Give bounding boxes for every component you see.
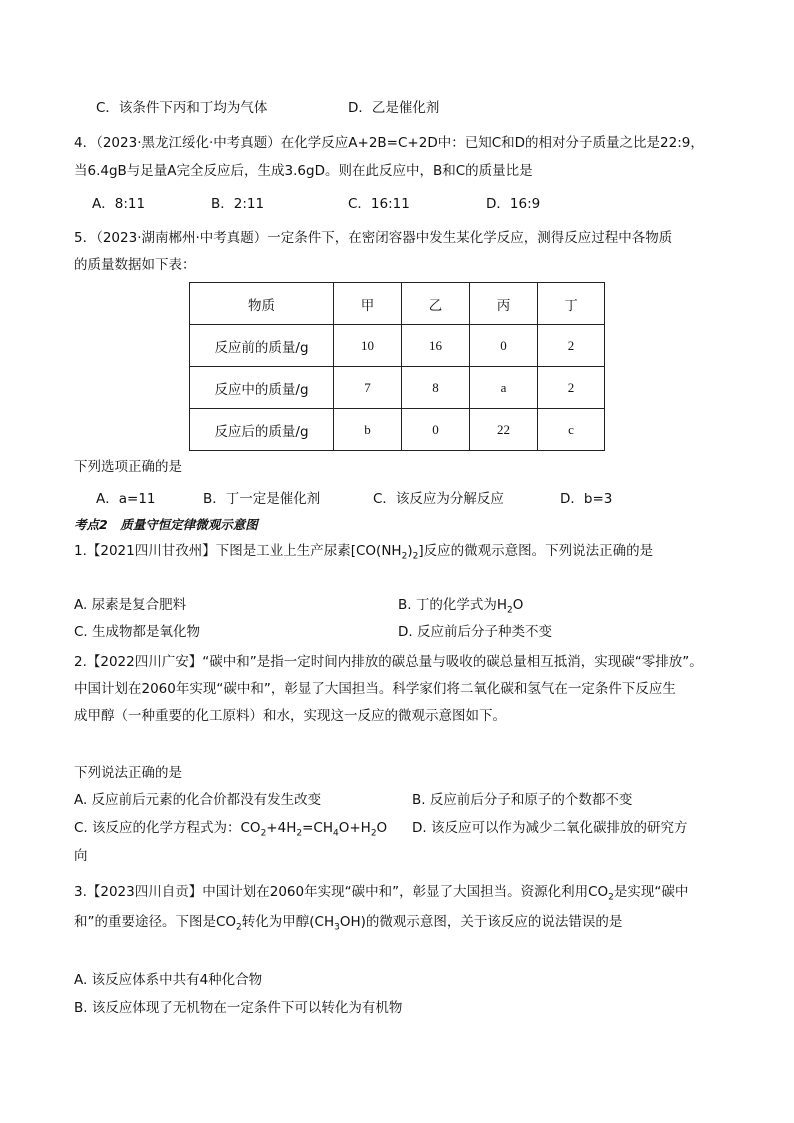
table-header-cell: 丙 [470, 283, 538, 325]
p1-stem [74, 541, 653, 567]
p3-stem-line2-c: OH)的微观示意图，关于该反应的说法错误的是 [339, 914, 623, 930]
q4-option-a: A．8:11 [92, 196, 146, 212]
table-cell: 8 [402, 367, 470, 409]
table-header-cell: 甲 [334, 283, 402, 325]
table-cell: 7 [334, 367, 402, 409]
p1-option-c: C. 生成物都是氧化物 [74, 624, 201, 640]
table-row [190, 325, 605, 367]
p1-stem-a: 1.【2021四川甘孜州】下图是工业上生产尿素[CO(NH [74, 543, 402, 559]
q4-stem-line2: 当6.4gB与足量A完全反应后，生成3.6gD。则在此反应中，B和C的质量比是 [74, 163, 533, 179]
p2-stem-line1: 2.【2022四川广安】“碳中和”是指一定时间内排放的碳总量与吸收的碳总量相互抵消，实现碳“零排放”。 [74, 654, 703, 670]
table-header-cell: 丁 [538, 283, 605, 325]
p2-option-d-continued: 向 [74, 848, 88, 864]
q5-stem-line1: 5．（2023·湖南郴州·中考真题）一定条件下，在密闭容器中发生某化学反应，测得反应过程中各物质 [74, 230, 673, 246]
p2-stem-line2: 中国计划在2060年实现“碳中和”，彰显了大国担当。科学家们将二氧化碳和氢气在一定条件下反应生 [74, 681, 676, 697]
p2-option-a: A. 反应前后元素的化合价都没有发生改变 [74, 792, 322, 808]
p3-stem-line2-sub2: 3 [334, 922, 340, 933]
table-cell: 2 [538, 325, 605, 367]
p1-stem-b: ) [407, 543, 413, 559]
p2-option-c-s1: 2 [260, 828, 267, 839]
p3-stem-line2-b: 转化为甲醇(CH [241, 914, 335, 930]
q5-stem-line2: 的质量数据如下表： [74, 257, 196, 273]
section-title: 考点2 质量守恒定律微观示意图 [74, 517, 258, 532]
q4-option-d: D．16:9 [486, 196, 541, 212]
table-row [190, 409, 605, 451]
table-cell: 反应前的质量/g [190, 325, 334, 367]
p3-stem-line2 [74, 912, 622, 938]
q5-option-b: B．丁一定是催化剂 [203, 491, 321, 507]
p1-option-b-b: O [512, 597, 524, 613]
p1-option-d: D. 反应前后分子种类不变 [398, 624, 552, 640]
q4-stem-line1: 4．（2023·黑龙江绥化·中考真题）在化学反应A+2B=C+2D中：已知C和D的相对分子质量之比是22:9， [74, 135, 704, 151]
p1-option-b [398, 595, 523, 621]
p3-stem-line2-sub: 2 [236, 922, 242, 933]
q3-option-d: D．乙是催化剂 [348, 100, 440, 116]
p2-stem-line3: 成甲醇（一种重要的化工原料）和水，实现这一反应的微观示意图如下。 [74, 708, 506, 724]
table-header-row [190, 283, 605, 325]
p2-option-c-b: +4H [266, 820, 297, 836]
p3-stem-sub: 2 [608, 892, 614, 903]
p1-option-b-sub: 2 [507, 605, 513, 616]
table-cell: 反应中的质量/g [190, 367, 334, 409]
table-cell: 2 [538, 367, 605, 409]
table-cell: 0 [470, 325, 538, 367]
table-cell: 10 [334, 325, 402, 367]
table-cell: 0 [402, 409, 470, 451]
table-cell: b [334, 409, 402, 451]
q3-option-c: C．该条件下丙和丁均为气体 [96, 100, 268, 116]
p2-option-c-e: O [376, 820, 388, 836]
table-cell: 22 [470, 409, 538, 451]
p3-option-a: A. 该反应体系中共有4种化合物 [74, 972, 263, 988]
p2-option-c-d: O+H [338, 820, 371, 836]
p3-stem-line1 [74, 882, 688, 908]
p2-option-c [74, 818, 387, 844]
table-cell: 反应后的质量/g [190, 409, 334, 451]
table-cell: a [470, 367, 538, 409]
p2-option-c-s3: 4 [332, 828, 339, 839]
p2-option-c-a: C. 该反应的化学方程式为：CO [74, 820, 261, 836]
table-header-cell: 物质 [190, 283, 334, 325]
q5-option-a: A．a=11 [96, 491, 156, 507]
p3-stem-line2-a: 和”的重要途径。下图是CO [74, 914, 237, 930]
p2-option-c-s2: 2 [296, 828, 303, 839]
q4-option-b: B．2:11 [211, 196, 265, 212]
p2-prompt: 下列说法正确的是 [74, 765, 182, 781]
p3-stem-a: 3.【2023四川自贡】中国计划在2060年实现“碳中和”，彰显了大国担当。资源化利用CO [74, 884, 609, 900]
table-cell: c [538, 409, 605, 451]
p2-option-b: B. 反应前后分子和原子的个数都不变 [412, 792, 633, 808]
p1-stem-c: ]反应的微观示意图。下列说法正确的是 [418, 543, 654, 559]
q5-option-c: C．该反应为分解反应 [373, 491, 504, 507]
mass-data-table [189, 282, 605, 451]
p2-option-c-s4: 2 [370, 828, 377, 839]
p2-option-c-c: =CH [302, 820, 333, 836]
q5-option-d: D．b=3 [560, 491, 613, 507]
table-cell: 16 [402, 325, 470, 367]
p1-stem-sub1: 2 [401, 551, 408, 562]
q5-prompt: 下列选项正确的是 [74, 459, 182, 475]
p3-option-b: B. 该反应体现了无机物在一定条件下可以转化为有机物 [74, 1000, 403, 1016]
p1-option-a: A. 尿素是复合肥料 [74, 597, 187, 613]
p1-option-b-a: B. 丁的化学式为H [398, 597, 507, 613]
table-header-cell: 乙 [402, 283, 470, 325]
p3-stem-b: 是实现“碳中 [613, 884, 689, 900]
q4-option-c: C．16:11 [348, 196, 410, 212]
table-row [190, 367, 605, 409]
p1-stem-sub2: 2 [412, 551, 419, 562]
p2-option-d: D. 该反应可以作为减少二氧化碳排放的研究方 [412, 820, 688, 836]
